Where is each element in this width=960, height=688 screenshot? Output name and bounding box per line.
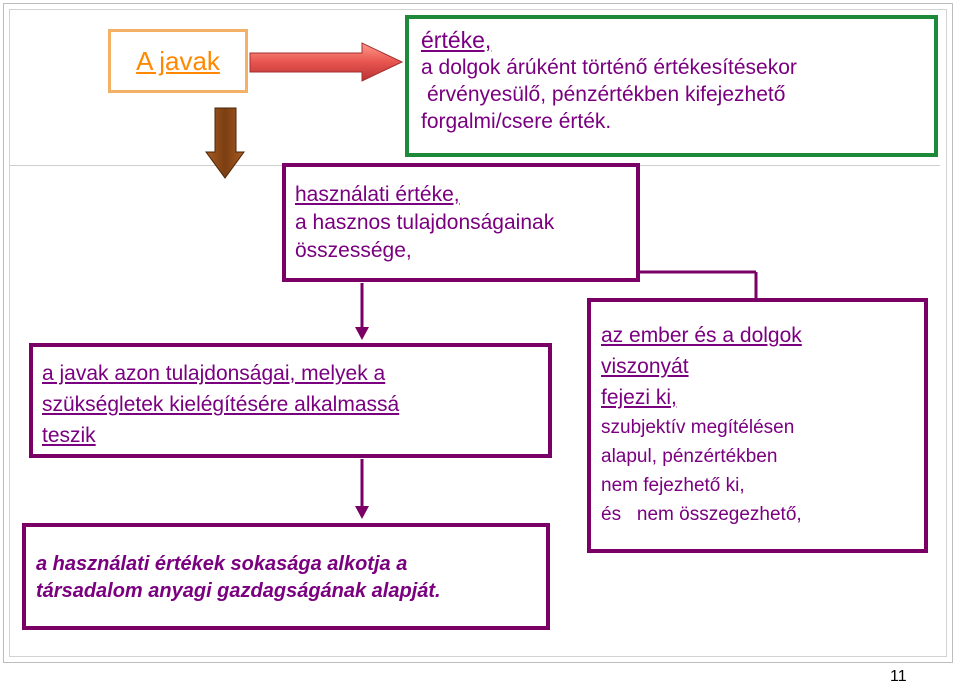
down-arrow <box>206 108 244 178</box>
connector-hasznalati-to-viszony <box>640 272 756 298</box>
viszony-small-line: nem fejezhető ki, <box>601 475 745 496</box>
tulajdonsag-box <box>29 343 552 458</box>
sokasag-line: társadalom anyagi gazdagságának alapját. <box>36 580 441 602</box>
sokasag-box <box>22 523 550 630</box>
tulajdonsag-line: a javak azon tulajdonságai, melyek a <box>42 362 386 385</box>
tulajdonsag-line: teszik <box>42 424 96 447</box>
hasznalati-title: használati értéke, <box>295 183 460 206</box>
tulajdonsag-line: szükségletek kielégítésére alkalmassá <box>42 393 400 416</box>
viszony-big-line: viszonyát <box>601 355 689 378</box>
viszony-small-line: és nem összegezhető, <box>601 504 802 525</box>
ertek-line: a dolgok árúként történő értékesítésekor <box>421 56 797 79</box>
hasznalati-line: a hasznos tulajdonságainak <box>295 211 555 234</box>
ertek-line: érvényesülő, pénzértékben kifejezhető <box>427 83 786 106</box>
connector-hasznalati-to-tulajdonsag <box>355 283 369 340</box>
viszony-big-line: fejezi ki, <box>601 386 677 409</box>
ertek-line: forgalmi/csere érték. <box>421 110 612 133</box>
javak-box <box>108 29 248 93</box>
page-number: 11 <box>890 668 907 685</box>
viszony-small-line: szubjektív megítélésen <box>601 417 795 438</box>
viszony-box <box>587 298 928 553</box>
right-arrow <box>250 43 402 81</box>
hasznalati-box <box>282 163 640 282</box>
sokasag-line: a használati értékek sokasága alkotja a <box>36 553 408 575</box>
ertek-box <box>405 15 938 157</box>
javak-label: A javak <box>136 45 220 76</box>
connector-tulajdonsag-to-sokasag <box>355 459 369 519</box>
ertek-title: értéke, <box>421 27 492 53</box>
hasznalati-line: összessége, <box>295 239 412 262</box>
viszony-big-line: az ember és a dolgok <box>601 324 802 347</box>
viszony-small-line: alapul, pénzértékben <box>601 446 778 467</box>
